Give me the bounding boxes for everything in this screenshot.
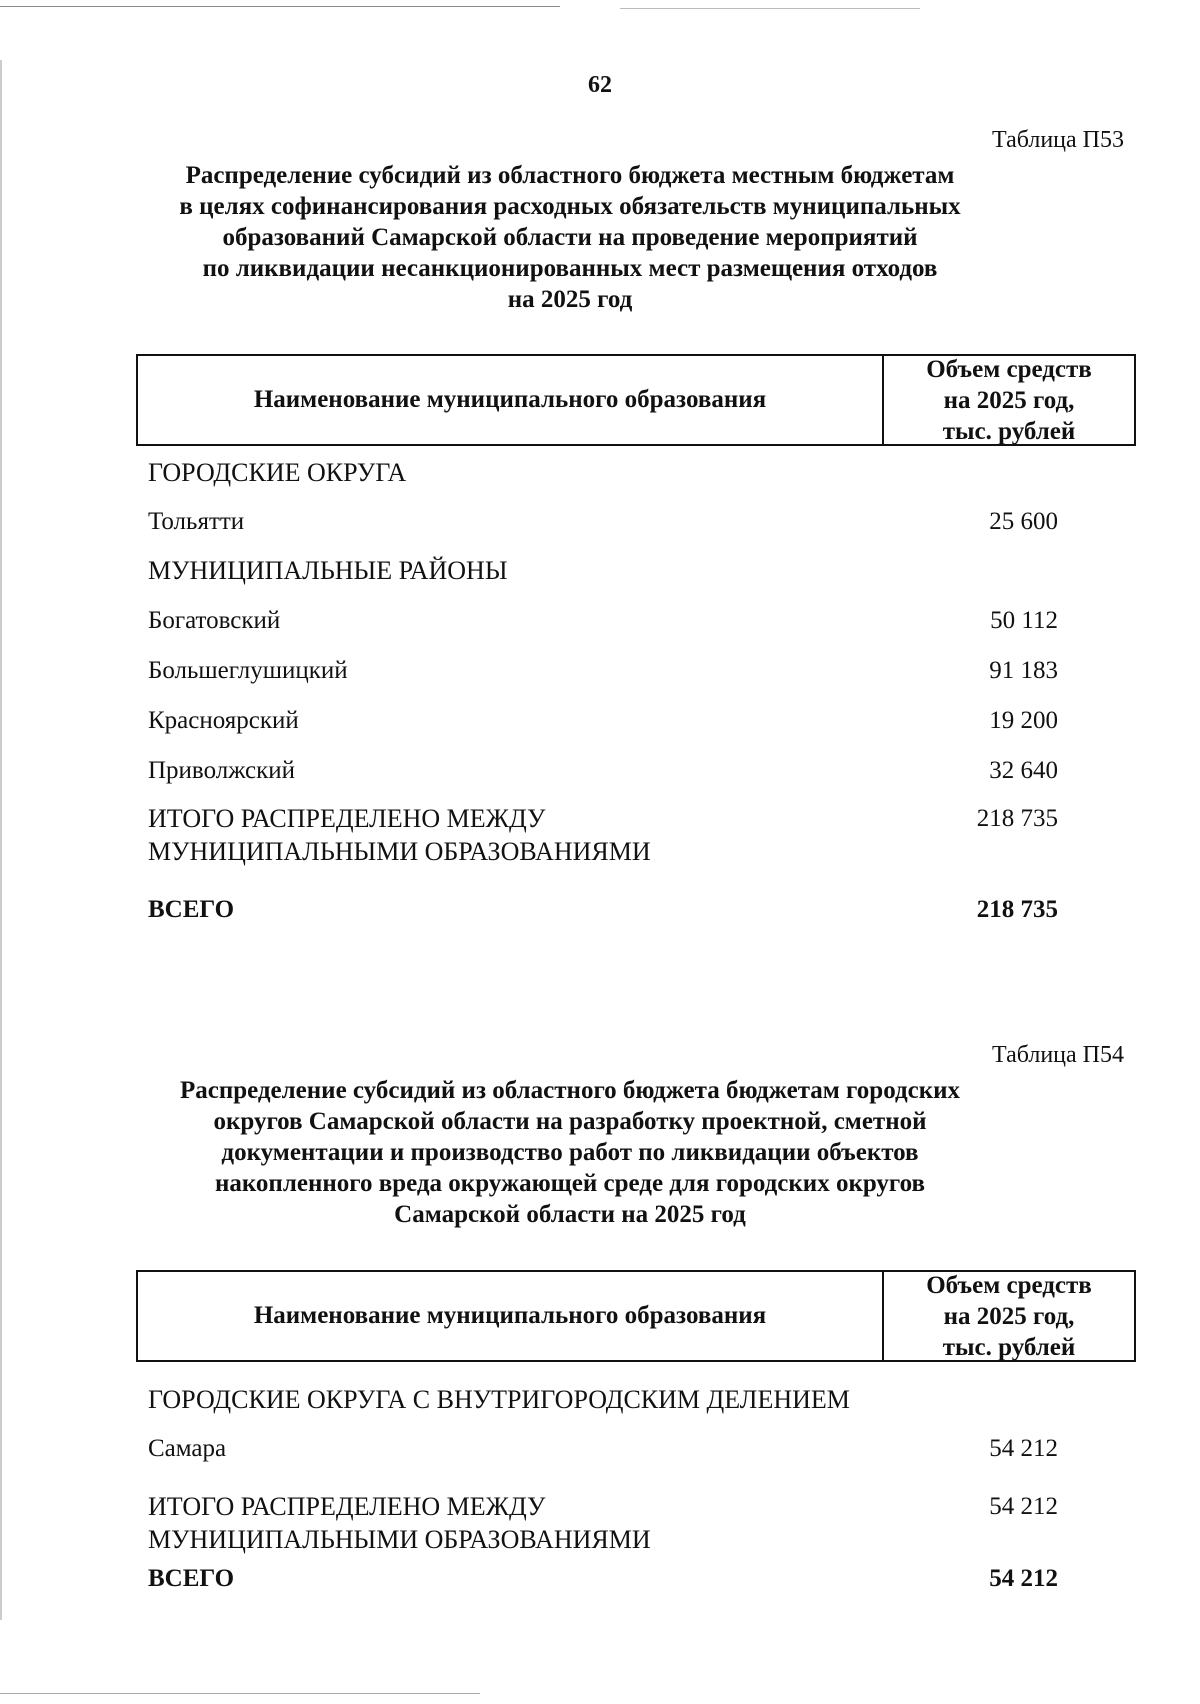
title-line: Распределение субсидий из областного бюджета местным бюджетам [185,162,955,189]
row-value: 54 212 [989,1435,1058,1462]
row-name: ВСЕГО [148,896,235,923]
row-name: Большеглушицкий [148,657,348,684]
row-name-line: МУНИЦИПАЛЬНЫМИ ОБРАЗОВАНИЯМИ [148,1525,651,1554]
row-name: Тольятти [148,508,245,535]
row-name: ГОРОДСКИЕ ОКРУГА [148,458,407,487]
header-amount-line: на 2025 год, [943,386,1075,414]
header-name-column: Наименование муниципального образования [138,356,884,444]
row-value: 218 735 [976,896,1058,923]
table-title [140,1075,1000,1230]
row-name: Самара [148,1435,227,1462]
table-header [136,1270,1136,1362]
row-name: Богатовский [148,607,281,634]
header-name-column: Наименование муниципального образования [138,1272,884,1360]
row-value: 32 640 [989,757,1058,784]
table-label: Таблица П54 [992,1042,1124,1068]
row-name: Красноярский [148,707,299,734]
header-amount-line: тыс. рублей [942,1333,1076,1361]
title-line: по ликвидации несанкционированных мест размещения отходов [202,255,938,282]
row-name: ВСЕГО [148,1565,235,1592]
title-line: документации и производство работ по ликвидации объектов [221,1139,919,1166]
row-value: 50 112 [990,607,1058,634]
table-label: Таблица П53 [992,127,1124,153]
header-amount-line: Объем средств [926,355,1092,383]
title-line: накопленного вреда окружающей среде для городских округов [214,1170,926,1197]
row-value: 19 200 [989,707,1058,734]
scan-edge-top [0,6,560,7]
row-value: 54 212 [989,1565,1058,1592]
table-header [136,354,1136,446]
row-name: ГОРОДСКИЕ ОКРУГА С ВНУТРИГОРОДСКИМ ДЕЛЕНИЕМ [148,1385,850,1414]
header-amount-column [884,356,1134,444]
header-amount-line: на 2025 год, [943,1302,1075,1330]
row-value: 218 735 [976,805,1058,832]
header-amount-column [884,1272,1134,1360]
row-name: МУНИЦИПАЛЬНЫЕ РАЙОНЫ [148,556,508,585]
row-value: 91 183 [989,657,1058,684]
row-name [148,1490,868,1556]
row-name-line: ИТОГО РАСПРЕДЕЛЕНО МЕЖДУ [148,1492,546,1521]
row-value: 54 212 [989,1493,1058,1520]
row-name: Приволжский [148,757,296,784]
page-number: 62 [588,72,612,98]
row-name-line: МУНИЦИПАЛЬНЫМИ ОБРАЗОВАНИЯМИ [148,837,651,866]
row-value: 25 600 [989,508,1058,535]
title-line: округов Самарской области на разработку проектной, сметной [213,1108,927,1135]
title-line: Распределение субсидий из областного бюджета бюджетам городских [179,1077,961,1104]
header-amount-line: тыс. рублей [942,417,1076,445]
title-line: Самарской области на 2025 год [394,1201,746,1228]
row-name-line: ИТОГО РАСПРЕДЕЛЕНО МЕЖДУ [148,804,546,833]
scan-edge-left [0,60,2,1620]
row-name [148,802,868,868]
title-line: в целях софинансирования расходных обязательств муниципальных [179,193,961,220]
header-amount-line: Объем средств [926,1271,1092,1299]
scan-edge-top-right [620,8,920,9]
table-title [140,160,1000,315]
title-line: на 2025 год [507,286,633,313]
title-line: образований Самарской области на проведение мероприятий [222,224,918,251]
scan-edge-bottom [0,1693,480,1694]
